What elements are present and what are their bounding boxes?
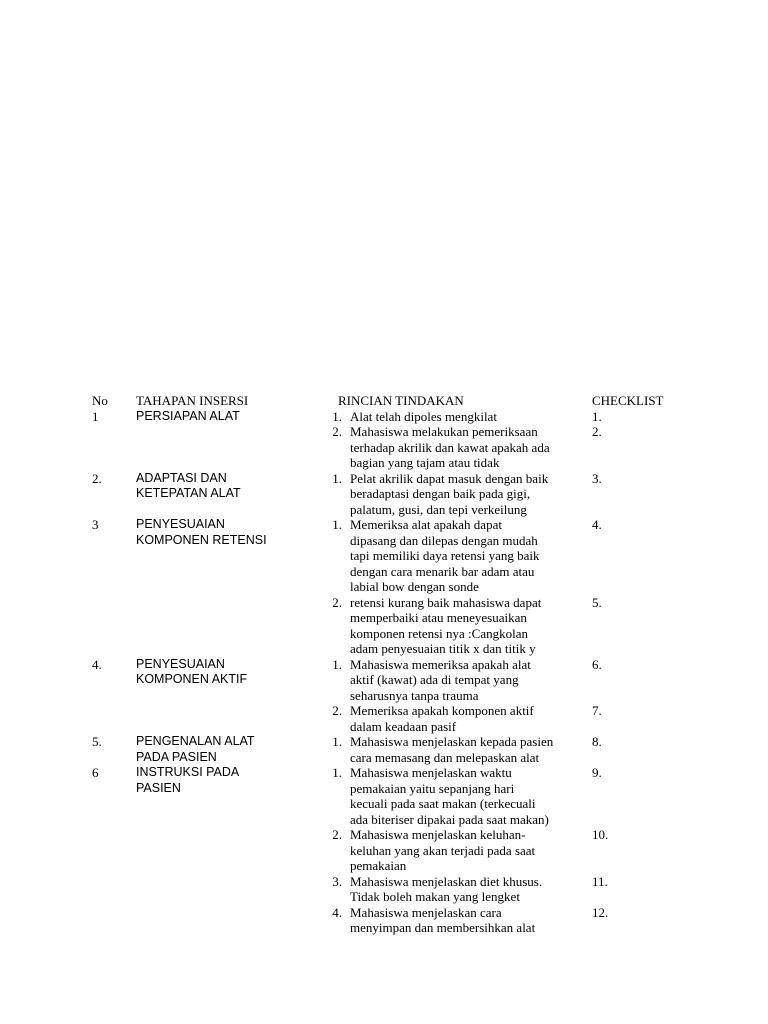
- action-item: [310, 874, 592, 905]
- stage-cell: [136, 517, 310, 657]
- header-checklist: CHECKLIST: [592, 393, 664, 408]
- checklist-item: 4.: [592, 517, 602, 532]
- action-item: [310, 905, 592, 936]
- action-line: beradaptasi dengan baik pada gigi,: [350, 486, 531, 501]
- action-line: Mahasiswa melakukan pemeriksaan: [350, 424, 538, 439]
- action-item: [310, 471, 592, 518]
- action-line: pemakaian yaitu sepanjang hari: [350, 780, 515, 796]
- checklist-cell: [592, 409, 712, 471]
- checklist-item: 7.: [592, 703, 602, 718]
- action-item: [310, 734, 592, 765]
- action-number: 1.: [332, 765, 342, 780]
- action-item: [310, 595, 592, 657]
- stage-cell: [136, 765, 310, 936]
- action-text: [350, 905, 592, 936]
- stage-line: ADAPTASI DAN: [136, 470, 227, 485]
- checklist-item: 9.: [592, 765, 602, 780]
- action-line: Memeriksa apakah komponen aktif: [350, 703, 534, 718]
- action-line: Mahasiswa menjelaskan cara: [350, 904, 502, 920]
- stage-cell: [136, 734, 310, 765]
- action-line: Mahasiswa menjelaskan waktu: [350, 765, 512, 780]
- stage-line: PENGENALAN ALAT: [136, 734, 255, 748]
- actions-cell: [310, 765, 592, 936]
- row-number: 2.: [92, 470, 102, 486]
- stage-line: PADA PASIEN: [136, 749, 217, 764]
- checklist-item: 1.: [592, 408, 602, 424]
- action-line: aktif (kawat) ada di tempat yang: [350, 672, 519, 687]
- action-line: Mahasiswa menjelaskan keluhan-: [350, 827, 526, 842]
- action-line: Mahasiswa menjelaskan kepada pasien: [350, 734, 554, 749]
- checklist-item: 2.: [592, 424, 602, 439]
- stage-line: PENYESUAIAN: [136, 517, 225, 531]
- action-line: adam penyesuaian titik x dan titik y: [350, 641, 536, 656]
- action-number: 4.: [332, 904, 342, 920]
- action-text: [350, 595, 592, 657]
- action-line: bagian yang tajam atau tidak: [350, 455, 500, 470]
- action-text: [350, 424, 592, 471]
- checklist-item: 6.: [592, 656, 602, 672]
- stage-line: PENYESUAIAN: [136, 656, 225, 671]
- table-row: [92, 409, 712, 471]
- action-line: keluhan yang akan terjadi pada saat: [350, 842, 536, 858]
- actions-cell: [310, 657, 592, 735]
- action-text: [350, 703, 592, 734]
- checklist-item: 12.: [592, 904, 609, 920]
- action-line: menyimpan dan membersihkan alat: [350, 920, 536, 935]
- action-text: [350, 657, 592, 704]
- stage-cell: [136, 409, 310, 471]
- table-row: [92, 517, 712, 657]
- action-text: [350, 471, 592, 518]
- action-line: seharusnya tanpa trauma: [350, 687, 479, 703]
- row-number: 5.: [92, 734, 102, 749]
- table-header-row: [92, 393, 712, 409]
- checklist-item: 3.: [592, 470, 602, 486]
- checklist-item: 11.: [592, 873, 608, 889]
- stage-line: KETEPATAN ALAT: [136, 486, 241, 500]
- header-no: No: [92, 393, 108, 408]
- action-text: [350, 734, 592, 765]
- stage-line: PASIEN: [136, 780, 181, 795]
- action-line: retensi kurang baik mahasiswa dapat: [350, 594, 542, 610]
- checklist-cell: [592, 734, 712, 765]
- stage-line: PERSIAPAN ALAT: [136, 408, 240, 423]
- stage-line: KOMPONEN AKTIF: [136, 672, 248, 686]
- row-number: 4.: [92, 656, 102, 672]
- checklist-cell: [592, 765, 712, 936]
- action-line: Memeriksa alat apakah dapat: [350, 517, 502, 532]
- action-text: [350, 409, 592, 425]
- action-line: labial bow dengan sonde: [350, 579, 479, 594]
- action-line: palatum, gusi, dan tepi verkeilung: [350, 501, 527, 517]
- action-item: [310, 765, 592, 827]
- action-line: terhadap akrilik dan kawat apakah ada: [350, 439, 550, 455]
- table-row: [92, 657, 712, 735]
- table-body: [92, 409, 712, 936]
- row-number: 1: [92, 408, 99, 424]
- table-row: [92, 471, 712, 518]
- insertion-checklist-table: [92, 393, 712, 936]
- action-item: [310, 517, 592, 595]
- action-line: Alat telah dipoles mengkilat: [350, 408, 497, 424]
- stage-line: INSTRUKSI PADA: [136, 765, 240, 779]
- action-number: 3.: [332, 873, 342, 889]
- action-line: dalam keadaan pasif: [350, 718, 457, 734]
- action-item: [310, 703, 592, 734]
- action-line: Tidak boleh makan yang lengket: [350, 889, 520, 904]
- action-line: tapi memiliki daya retensi yang baik: [350, 548, 540, 563]
- action-number: 2.: [332, 703, 342, 718]
- stage-cell: [136, 471, 310, 518]
- checklist-item: 10.: [592, 827, 609, 842]
- action-line: dengan cara menarik bar adam atau: [350, 563, 535, 579]
- action-line: dipasang dan dilepas dengan mudah: [350, 532, 538, 548]
- action-line: Mahasiswa menjelaskan diet khusus.: [350, 873, 543, 889]
- action-line: pemakaian: [350, 858, 407, 873]
- checklist-item: 5.: [592, 594, 602, 610]
- action-number: 1.: [332, 470, 342, 486]
- action-number: 2.: [332, 424, 342, 439]
- stage-cell: [136, 657, 310, 735]
- actions-cell: [310, 517, 592, 657]
- action-number: 1.: [332, 408, 342, 424]
- header-actions: RINCIAN TINDAKAN: [338, 393, 464, 408]
- row-number: 3: [92, 517, 99, 532]
- action-line: memperbaiki atau meneyesuaikan: [350, 610, 527, 625]
- checklist-cell: [592, 517, 712, 657]
- actions-cell: [310, 471, 592, 518]
- action-line: Mahasiswa memeriksa apakah alat: [350, 656, 531, 672]
- action-line: ada biteriser dipakai pada saat makan): [350, 811, 549, 827]
- action-text: [350, 517, 592, 595]
- action-number: 1.: [332, 734, 342, 749]
- action-text: [350, 827, 592, 874]
- checklist-cell: [592, 657, 712, 735]
- stage-line: KOMPONEN RETENSI: [136, 532, 267, 547]
- action-item: [310, 827, 592, 874]
- action-line: Pelat akrilik dapat masuk dengan baik: [350, 470, 549, 486]
- checklist-item: 8.: [592, 734, 602, 749]
- action-item: [310, 424, 592, 471]
- action-number: 1.: [332, 656, 342, 672]
- action-line: cara memasang dan melepaskan alat: [350, 749, 540, 765]
- table-row: [92, 734, 712, 765]
- row-number: 6: [92, 765, 99, 780]
- action-line: kecuali pada saat makan (terkecuali: [350, 796, 536, 811]
- action-number: 2.: [332, 594, 342, 610]
- action-text: [350, 765, 592, 827]
- table-row: [92, 765, 712, 936]
- actions-cell: [310, 409, 592, 471]
- action-number: 1.: [332, 517, 342, 532]
- action-line: komponen retensi nya :Cangkolan: [350, 625, 528, 641]
- action-item: [310, 657, 592, 704]
- action-number: 2.: [332, 827, 342, 842]
- checklist-cell: [592, 471, 712, 518]
- header-stage: TAHAPAN INSERSI: [136, 393, 249, 408]
- action-text: [350, 874, 592, 905]
- actions-cell: [310, 734, 592, 765]
- action-item: [310, 409, 592, 425]
